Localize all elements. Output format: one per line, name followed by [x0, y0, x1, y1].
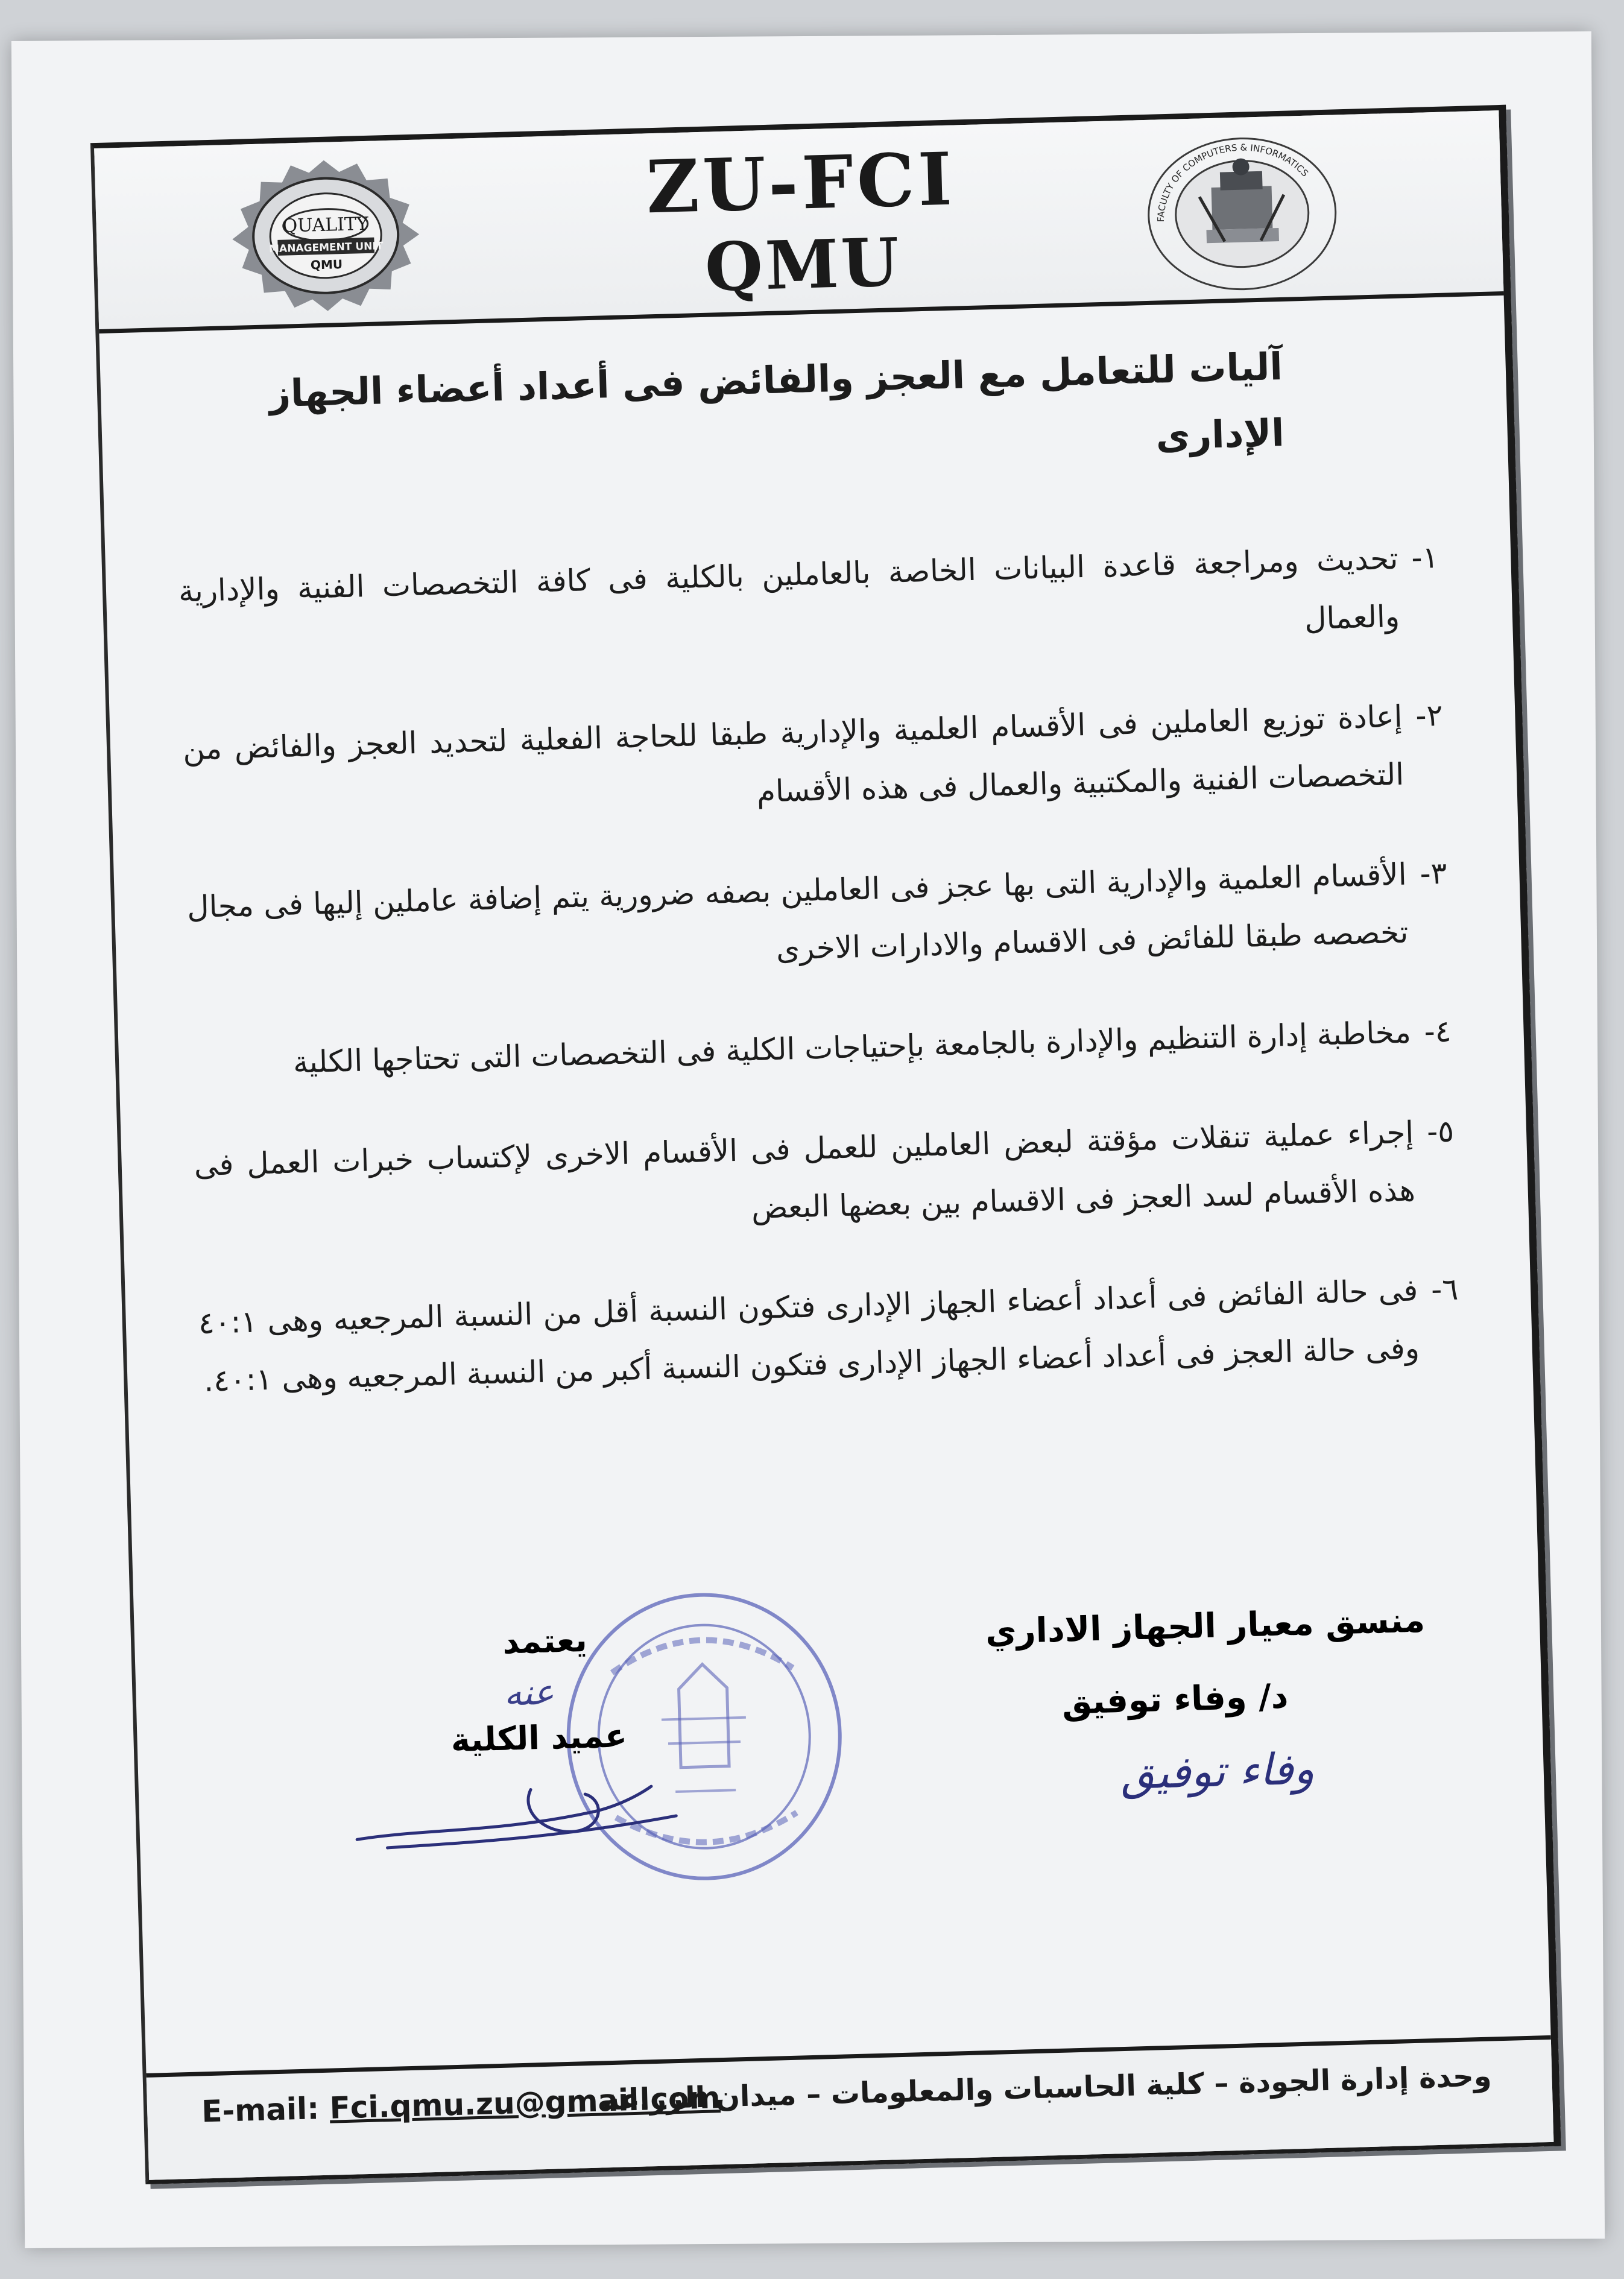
email-address-link[interactable]: Fci.qmu.zu@gmail.com — [329, 2080, 721, 2126]
list-item-text: مخاطبة إدارة التنظيم والإدارة بالجامعة بإحتياجات الكلية فى التخصصات التى تحتاجها الكلية — [292, 1014, 1412, 1080]
logo-qmu-text: QMU — [310, 257, 343, 273]
document-title — [148, 329, 1460, 497]
list-item — [178, 528, 1441, 678]
list-item — [198, 1260, 1461, 1410]
logo-quality-text: QUALITY — [282, 213, 369, 237]
mechanisms-list — [154, 528, 1485, 1411]
list-item-text: تحديث ومراجعة قاعدة البيانات الخاصة بالعاملين بالكلية فى كافة التخصصات الفنية والإدارية والعمال — [178, 540, 1400, 637]
document-header — [94, 110, 1503, 333]
quality-unit-logo-icon — [215, 154, 437, 317]
list-item-text: الأقسام العلمية والإدارية التى بها عجز فى العاملين بصفه ضرورية يتم إضافة عاملين إليها فى مجال تخصصه طبقا للفائض فى الاقسام والادارات الاخرى — [186, 856, 1409, 967]
list-item-number: ١- — [1411, 540, 1439, 576]
page-frame — [90, 105, 1561, 2184]
document-title-line: آليات للتعامل مع العجز والفائض فى أعداد أعضاء الجهاز الإدارى — [268, 344, 1285, 458]
document-footer — [146, 2035, 1553, 2180]
coordinator-title: منسق معيار الجهاز الاداري — [985, 1601, 1426, 1652]
list-item-number: ٣- — [1419, 855, 1448, 892]
dean-approval — [273, 1600, 855, 1953]
dean-signature-scribble-icon — [350, 1773, 689, 1860]
header-title-line2: QMU — [704, 223, 903, 306]
faculty-logo-icon — [1131, 127, 1353, 296]
list-item-number: ٦- — [1430, 1271, 1459, 1307]
list-item-text: فى حالة الفائض فى أعداد أعضاء الجهاز الإدارى فتكون النسبة أقل من النسبة المرجعيه وهى ٤٠:١ وفى حالة العجز فى أعداد أعضاء الجهاز الإدارى فتكون النسبة أكبر من النسبة المرجعيه وهى ٤٠:١. — [198, 1272, 1420, 1399]
coordinator-handwritten-signature: وفاء توفيق — [1120, 1743, 1315, 1800]
approve-label: يعتمد — [502, 1620, 588, 1661]
list-item — [186, 844, 1449, 994]
list-item-text: إعادة توزيع العاملين فى الأقسام العلمية والإدارية طبقا للحاجة الفعلية لتحديد العجز والفائض من التخصصات الفنية والمكتبية والعمال فى هذه الأقسام — [182, 698, 1404, 809]
logo-management-text: MANAGEMENT UNIT — [268, 240, 384, 256]
list-item-text: إجراء عملية تنقلات مؤقتة لبعض العاملين للعمل فى الأقسام الاخرى لإكتساب خبرات العمل فى هذه الأقسام لسد العجز فى الاقسام بين بعضها البعض — [194, 1114, 1416, 1226]
document-page — [11, 31, 1605, 2248]
header-title-line1: ZU-FCI — [645, 136, 957, 230]
email-label: E-mail: — [201, 2091, 320, 2129]
list-item — [182, 686, 1445, 836]
coordinator-signature — [882, 1584, 1430, 1816]
coordinator-name: د/ وفاء توفيق — [1061, 1677, 1289, 1722]
list-item — [193, 1102, 1456, 1252]
document-body — [148, 329, 1486, 1453]
list-item — [191, 1002, 1452, 1094]
footer-address: وحدة إدارة الجودة – كلية الحاسبات والمعلومات – ميدان الزراعة — [602, 2059, 1493, 2117]
list-item-number: ٤- — [1423, 1013, 1452, 1049]
dean-label: عميد الكلية — [450, 1716, 628, 1760]
on-behalf-label: عنه — [503, 1671, 555, 1714]
list-item-number: ٢- — [1415, 697, 1444, 734]
header-title — [528, 134, 1075, 311]
list-item-number: ٥- — [1426, 1113, 1455, 1149]
signature-block — [182, 1582, 1499, 1955]
faculty-logo-ring-text: FACULTY OF COMPUTERS & INFORMATICS — [1155, 142, 1311, 223]
